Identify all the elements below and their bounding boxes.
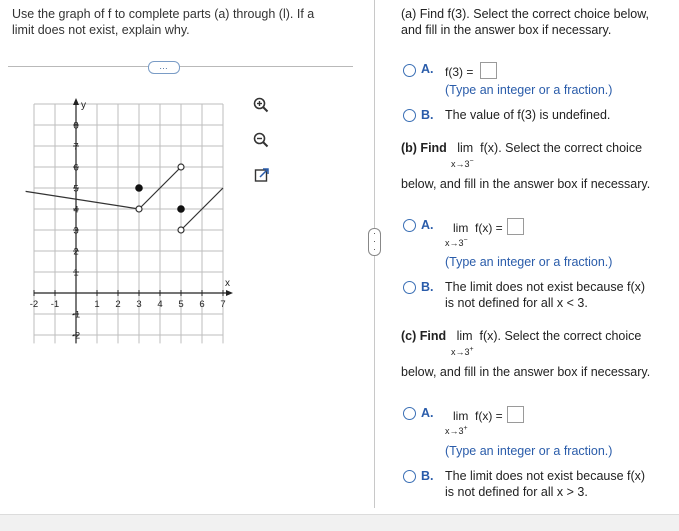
part-c-option-b-text — [445, 468, 645, 500]
y-tick-label: 7 — [73, 141, 79, 153]
external-link-icon[interactable] — [253, 166, 271, 184]
part-c-prompt-line2: below, and fill in the answer box if necessary. — [401, 365, 651, 379]
open-point — [178, 227, 184, 233]
part-b-option-b-line1: The limit does not exist because f(x) — [445, 280, 646, 294]
part-b-answer-box[interactable] — [507, 218, 524, 235]
part-a-prompt — [401, 6, 649, 38]
section-divider — [8, 66, 353, 67]
part-a-prompt-line1: (a) Find f(3). Select the correct choice below, — [401, 7, 650, 21]
x-tick-label: -2 — [29, 299, 39, 310]
part-b-limit-subscript — [451, 159, 474, 169]
part-b-option-a-expr — [453, 220, 503, 236]
y-tick-label: 6 — [73, 162, 79, 174]
zoom-in-icon[interactable] — [252, 96, 270, 114]
x-tick-label: 4 — [157, 299, 163, 310]
part-c-option-b-line2: is not defined for all x > 3. — [445, 485, 588, 499]
part-a-option-b-text: The value of f(3) is undefined. — [445, 108, 611, 122]
part-b-option-a-fx: f(x) = — [475, 221, 503, 235]
y-tick-label: -1 — [71, 309, 81, 321]
closed-point — [178, 206, 184, 212]
x-tick-label: 7 — [220, 299, 226, 310]
x-tick-label: 5 — [178, 299, 184, 310]
part-c-option-b-line1: The limit does not exist because f(x) — [445, 469, 646, 483]
part-b-option-b-letter: B. — [421, 280, 434, 294]
part-b-option-a-sub-sup: − — [463, 237, 468, 244]
more-options-button[interactable]: … — [148, 61, 180, 74]
part-c-option-a-subscript — [445, 426, 468, 436]
part-c-lim: lim — [456, 329, 473, 343]
part-b-option-a-letter: A. — [421, 218, 434, 232]
panel-resize-handle[interactable]: · · · — [368, 228, 381, 256]
x-tick-label: 1 — [94, 299, 100, 310]
question-text — [12, 6, 342, 38]
part-a-option-a-letter: A. — [421, 62, 434, 76]
x-tick-label: -1 — [50, 299, 60, 310]
part-b-option-a-sub-text: x→3 — [445, 238, 464, 248]
part-c-sub-sup: + — [469, 346, 474, 353]
part-b-option-b-text — [445, 279, 645, 311]
part-c-label: (c) Find — [401, 329, 447, 343]
question-line-2: limit does not exist, explain why. — [12, 23, 190, 37]
part-a-option-b-letter: B. — [421, 108, 434, 122]
closed-point — [136, 185, 142, 191]
part-c-sub-text: x→3 — [451, 347, 470, 357]
part-c-limit-subscript — [451, 347, 474, 357]
part-c-option-a-fx: f(x) = — [475, 409, 503, 423]
y-tick-label: 4 — [73, 204, 79, 216]
part-c-prompt-line1 — [401, 328, 641, 344]
part-b-option-b-radio[interactable] — [403, 281, 416, 294]
part-b-prompt-line1 — [401, 140, 642, 156]
open-point — [178, 164, 184, 170]
y-axis-label: y — [81, 100, 86, 111]
part-c-option-a-sub-sup: + — [463, 425, 468, 432]
part-c-option-b-letter: B. — [421, 469, 434, 483]
y-tick-label: 2 — [73, 246, 79, 258]
y-tick-label: 3 — [73, 225, 79, 237]
x-tick-label: 2 — [115, 299, 121, 310]
bottom-bar — [0, 514, 679, 531]
open-point — [136, 206, 142, 212]
part-c-option-b-radio[interactable] — [403, 470, 416, 483]
part-a-hint: (Type an integer or a fraction.) — [445, 83, 613, 97]
zoom-out-icon[interactable] — [252, 131, 270, 149]
part-a-answer-box[interactable] — [480, 62, 497, 79]
part-c-option-a-letter: A. — [421, 406, 434, 420]
part-c-answer-box[interactable] — [507, 406, 524, 423]
part-b-label: (b) Find — [401, 141, 447, 155]
part-b-prompt-line2: below, and fill in the answer box if necessary. — [401, 177, 651, 191]
x-axis-arrow — [226, 290, 233, 296]
part-c-hint: (Type an integer or a fraction.) — [445, 444, 613, 458]
x-axis-label: x — [225, 278, 230, 289]
part-c-option-a-lim: lim — [453, 409, 469, 423]
part-b-sub-text: x→3 — [451, 159, 470, 169]
part-b-lim: lim — [457, 141, 474, 155]
part-a-option-a-radio[interactable] — [403, 64, 416, 77]
part-b-sub-sup: − — [469, 158, 474, 165]
part-a-prompt-line2: and fill in the answer box if necessary. — [401, 23, 612, 37]
y-tick-label: -2 — [71, 330, 81, 342]
part-c-fx: f(x). Select the correct choice — [479, 329, 642, 343]
x-tick-label: 6 — [199, 299, 205, 310]
part-b-option-a-radio[interactable] — [403, 219, 416, 232]
part-b-option-b-line2: is not defined for all x < 3. — [445, 296, 588, 310]
y-tick-label: 5 — [73, 183, 79, 195]
y-axis-arrow — [73, 98, 79, 105]
y-tick-label: 1 — [73, 267, 79, 279]
part-b-hint: (Type an integer or a fraction.) — [445, 255, 613, 269]
part-c-option-a-radio[interactable] — [403, 407, 416, 420]
x-tick-label: 3 — [136, 299, 142, 310]
part-b-option-a-lim: lim — [453, 221, 469, 235]
part-b-option-a-subscript — [445, 238, 468, 248]
graph-segment-left — [26, 191, 139, 209]
function-graph — [22, 92, 252, 342]
part-a-option-a-text: f(3) = — [445, 65, 474, 79]
y-tick-label: 8 — [73, 120, 79, 132]
part-a-option-b-radio[interactable] — [403, 109, 416, 122]
part-c-option-a-expr — [453, 408, 503, 424]
part-c-option-a-sub-text: x→3 — [445, 426, 464, 436]
part-b-fx: f(x). Select the correct choice — [480, 141, 643, 155]
question-line-1: Use the graph of f to complete parts (a) through (l). If a — [12, 7, 315, 21]
